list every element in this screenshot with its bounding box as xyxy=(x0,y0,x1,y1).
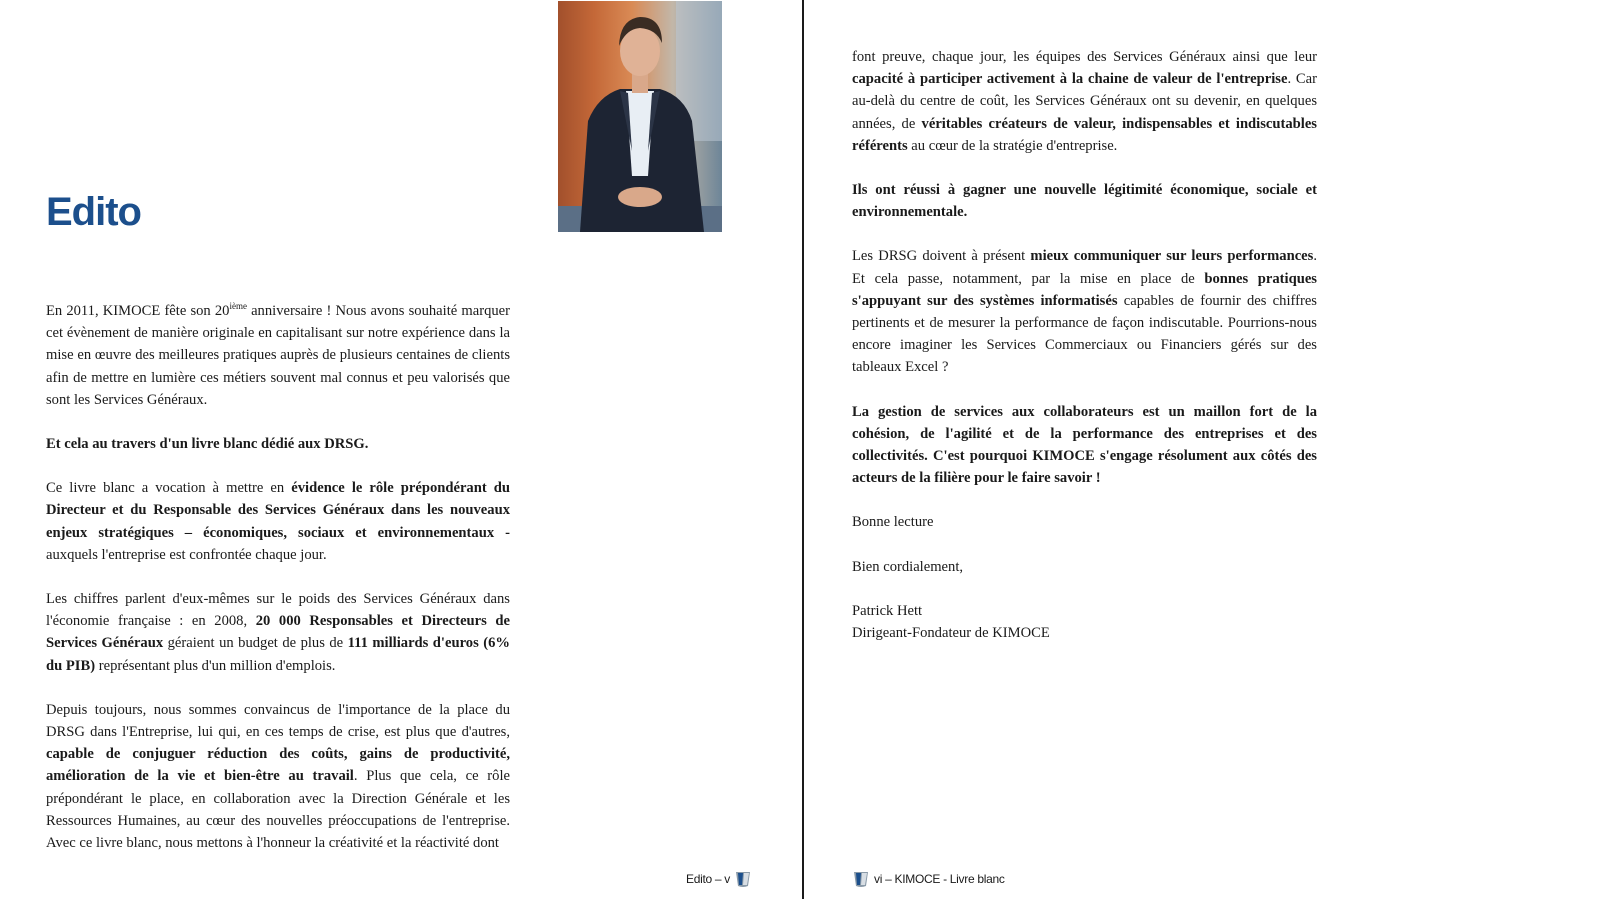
signature-title: Dirigeant-Fondateur de KIMOCE xyxy=(852,625,1050,642)
kimoce-logo-icon xyxy=(852,870,870,888)
footer-right xyxy=(852,870,1005,888)
portrait-photo xyxy=(558,1,722,232)
paragraph: Les chiffres parlent d'eux-mêmes sur le poids des Services Généraux dans l'économie française : en 2008, 20 000 Responsables et Directeurs de Services Généraux géraient un budget de plus de 111 milliards d'euros (6% du PIB) représentant plus d'un million d'emplois. xyxy=(46,591,511,674)
signature xyxy=(852,600,1317,644)
paragraph: En 2011, KIMOCE fête son 20ième anniversaire ! Nous avons souhaité marquer cet évènement de manière originale en capitalisant sur notre expérience dans la mise en œuvre des meilleures pratiques auprès de plusieurs centaines de clients afin de mettre en lumière ces métiers souvent mal connus et peu valorisés que sont les Services Généraux. xyxy=(46,301,510,408)
footer-left xyxy=(686,870,752,888)
paragraph: font preuve, chaque jour, les équipes des Services Généraux ainsi que leur capacité à participer activement à la chaine de valeur de l'entreprise. Car au-delà du centre de coût, les Services Généraux ont su devenir, en quelques années, de véritables créateurs de valeur, indispensables et indiscutables référents au cœur de la stratégie d'entreprise. xyxy=(852,49,1317,154)
paragraph: Ce livre blanc a vocation à mettre en évidence le rôle prépondérant du Directeur et du Responsable des Services Généraux dans les nouveaux enjeux stratégiques – économiques, sociaux et environnementaux - auxquels l'entreprise est confrontée chaque jour. xyxy=(46,480,510,563)
left-body-text xyxy=(46,300,510,854)
paragraph: Les DRSG doivent à présent mieux communiquer sur leurs performances. Et cela passe, notamment, par la mise en place de bonnes pratiques s'appuyant sur des systèmes informatisés capables de fournir des chiffres pertinents et de mesurer la performance de façon indiscutable. Pourrions-nous encore imaginer les Services Commerciaux ou Financiers gérés sur des tableaux Excel ? xyxy=(852,248,1317,376)
paragraph: La gestion de services aux collaborateurs est un maillon fort de la cohésion, de l'agilité et de la performance des entreprises et des collectivités. C'est pourquoi KIMOCE s'engage résolument aux côtés des acteurs de la filière pour le faire savoir ! xyxy=(852,403,1317,487)
signature-name: Patrick Hett xyxy=(852,602,923,619)
right-body-text xyxy=(852,46,1317,644)
kimoce-logo-icon xyxy=(734,870,752,888)
paragraph: Et cela au travers d'un livre blanc dédié aux DRSG. xyxy=(46,436,369,453)
paragraph: Depuis toujours, nous sommes convaincus de l'importance de la place du DRSG dans l'Entreprise, lui qui, en ces temps de crise, est plus que d'autres, capable de conjuguer réduction des coûts, gains de productivité, amélioration de la vie et bien-être au travail. Plus que cela, ce rôle prépondérant le place, en collaboration avec la Direction Générale et les Ressources Humaines, au cœur des nouvelles préoccupations de l'entreprise. Avec ce livre blanc, nous mettons à l'honneur la créativité et la réactivité dont xyxy=(46,701,511,852)
paragraph: Ils ont réussi à gagner une nouvelle légitimité économique, sociale et environnementale. xyxy=(852,182,1317,221)
closing-line: Bien cordialement, xyxy=(852,558,964,575)
closing-line: Bonne lecture xyxy=(852,514,934,531)
page-number-label: vi – KIMOCE - Livre blanc xyxy=(874,872,1005,886)
page-title: Edito xyxy=(46,190,141,234)
page-number-label: Edito – v xyxy=(686,872,730,886)
